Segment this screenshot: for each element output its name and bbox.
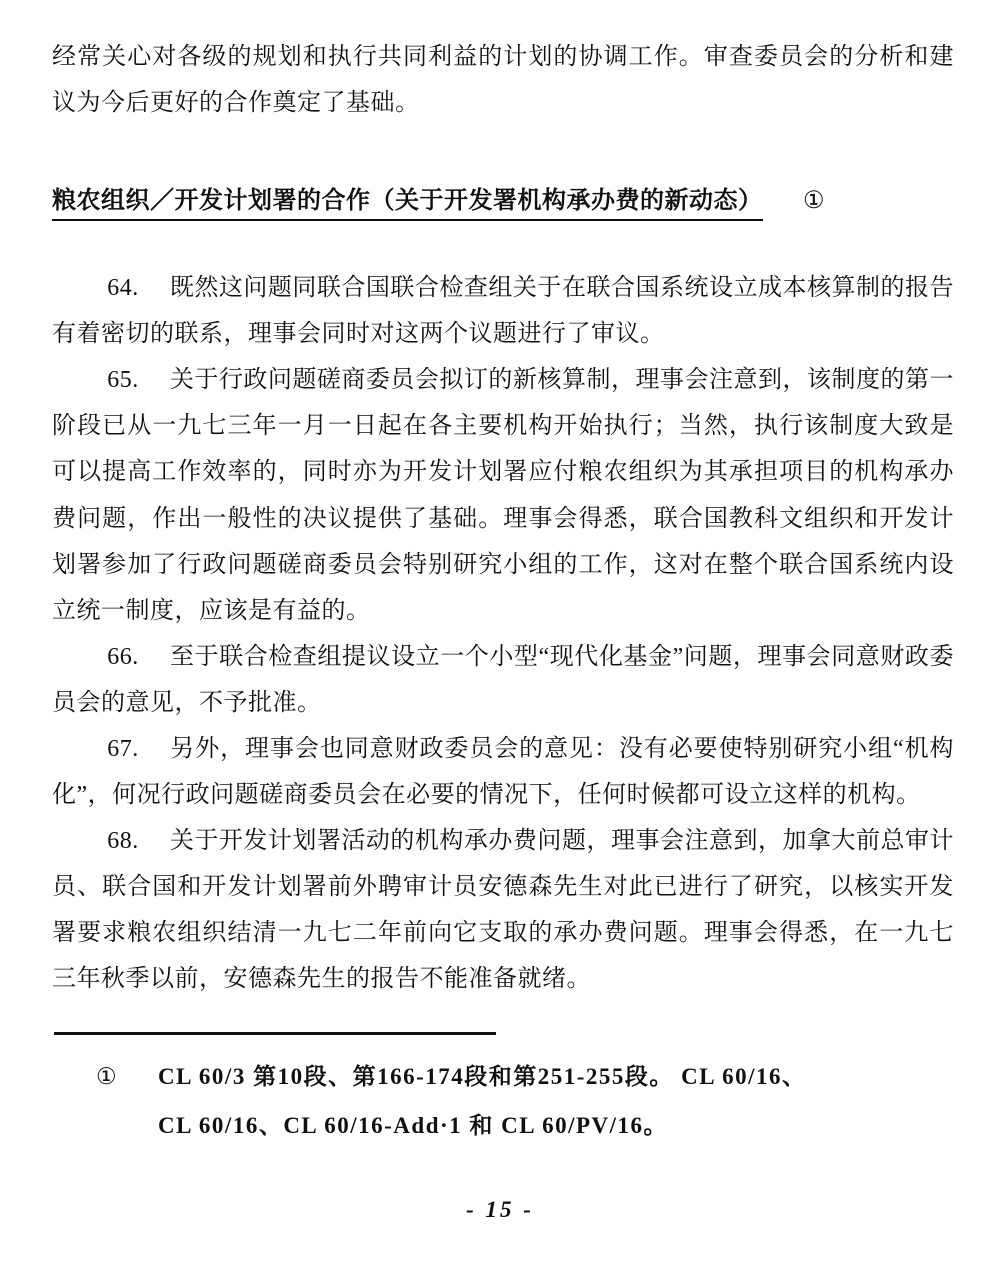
footnote-separator xyxy=(54,1032,496,1035)
footnote xyxy=(52,1032,954,1150)
footnote-ref-marker: ① xyxy=(803,188,826,215)
paragraph-text: 既然这问题同联合国联合检查组关于在联合国系统设立成本核算制的报告有着密切的联系，理事会同时对这两个议题进行了审议。 xyxy=(52,275,954,348)
paragraph-number: 65. xyxy=(107,367,139,394)
paragraph-65 xyxy=(52,357,954,633)
paragraph-number: 64. xyxy=(107,275,139,302)
paragraph-text: 关于行政问题磋商委员会拟订的新核算制，理事会注意到，该制度的第一阶段已从一九七三年一月一日起在各主要机构开始执行；当然，执行该制度大致是可以提高工作效率的，同时亦为开发计划署应付粮农组织为其承担项目的机构承办费问题，作出一般性的决议提供了基础。理事会得悉，联合国教科文组织和开发计划署参加了行政问题磋商委员会特别研究小组的工作，这对在整个联合国系统内设立统一制度，应该是有益的。 xyxy=(52,367,954,624)
footnote-text xyxy=(158,1053,806,1150)
paragraph-number: 66. xyxy=(107,643,139,670)
footnote-marker: ① xyxy=(96,1064,117,1090)
footnote-line-1: CL 60/3 第10段、第166-174段和第251-255段。 CL 60/16、 xyxy=(158,1064,807,1090)
paragraph-67 xyxy=(52,726,954,818)
footnote-line-2: CL 60/16、CL 60/16-Add·1 和 CL 60/PV/16。 xyxy=(158,1112,669,1138)
page-number: - 15 - xyxy=(466,1197,534,1222)
section-heading xyxy=(52,180,954,215)
paragraph-64 xyxy=(52,265,954,357)
paragraph-text: 至于联合检查组提议设立一个小型“现代化基金”问题，理事会同意财政委员会的意见，不予批准。 xyxy=(52,643,954,716)
paragraph-number: 67. xyxy=(107,735,139,762)
paragraph-66 xyxy=(52,634,954,726)
intro-paragraph: 经常关心对各级的规划和执行共同利益的计划的协调工作。审查委员会的分析和建议为今后更好的合作奠定了基础。 xyxy=(52,44,954,117)
paragraph-text: 关于开发计划署活动的机构承办费问题，理事会注意到，加拿大前总审计员、联合国和开发计划署前外聘审计员安德森先生对此已进行了研究，以核实开发署要求粮农组织结清一九七二年前向它支取的承办费问题。理事会得悉，在一九七三年秋季以前，安德森先生的报告不能准备就绪。 xyxy=(52,828,954,993)
paragraph-68 xyxy=(52,818,954,1002)
paragraph-text: 另外，理事会也同意财政委员会的意见：没有必要使特别研究小组“机构化”，何况行政问题磋商委员会在必要的情况下，任何时候都可设立这样的机构。 xyxy=(52,735,954,809)
section-heading-text: 粮农组织／开发计划署的合作（关于开发署机构承办费的新动态） xyxy=(52,188,763,221)
paragraph-number: 68. xyxy=(107,828,139,855)
footnote-body xyxy=(52,1053,954,1150)
